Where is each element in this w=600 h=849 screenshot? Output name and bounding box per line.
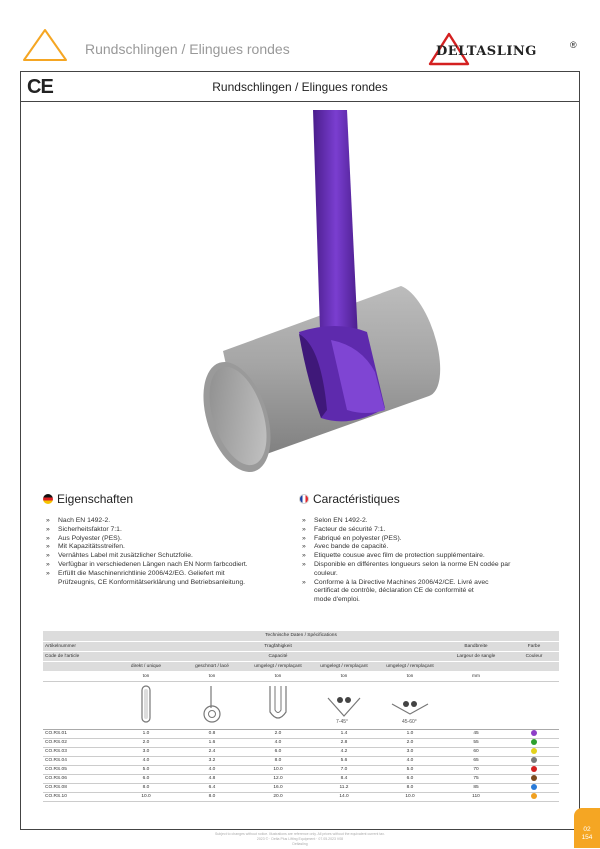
features-list-fr: [299, 517, 561, 605]
article-code: CO.RS.04: [43, 756, 113, 765]
basket-angle-60-icon: [388, 684, 432, 724]
color-dot-icon: [531, 784, 537, 790]
list-item: » Etiquette cousue avec film de protection supplémentaire.: [299, 552, 561, 561]
table-cell: 1.0: [113, 729, 179, 738]
list-item: » Fabriqué en polyester (PES).: [299, 535, 561, 544]
color-dot-icon: [531, 775, 537, 781]
ce-mark: CE: [27, 76, 53, 98]
table-cell: 14.0: [311, 792, 377, 801]
article-code: CO.RS.03: [43, 747, 113, 756]
table-cell: 5.0: [377, 765, 443, 774]
footer-line: Deltasling: [292, 842, 308, 846]
color-cell: [509, 765, 559, 774]
color-dot-icon: [531, 748, 537, 754]
table-cell: 5.0: [113, 765, 179, 774]
features-heading-de: [43, 492, 133, 506]
color-dot-icon: [531, 766, 537, 772]
basket-lift-icon: [266, 684, 290, 724]
article-header-de: Artikelnummer: [43, 641, 113, 651]
color-dot-icon: [531, 793, 537, 799]
table-cell: 3.0: [377, 747, 443, 756]
table-row: [43, 747, 559, 756]
table-cell: 12.0: [245, 774, 311, 783]
mode-header: geschnürt / lacé: [179, 661, 245, 671]
brand-logo: [428, 32, 580, 66]
table-cell: 10.0: [245, 765, 311, 774]
features-heading-fr-text: Caractéristiques: [313, 492, 400, 506]
table-row: [43, 765, 559, 774]
color-cell: [509, 783, 559, 792]
table-cell: 3.2: [179, 756, 245, 765]
table-cell: 20.0: [245, 792, 311, 801]
table-cell: 85: [443, 783, 509, 792]
table-cell: 8.0: [179, 792, 245, 801]
table-cell: 4.8: [179, 774, 245, 783]
table-cell: 10.0: [377, 792, 443, 801]
table-cell: 8.4: [311, 774, 377, 783]
table-cell: 110: [443, 792, 509, 801]
color-cell: [509, 774, 559, 783]
article-header-fr: Code de l'article: [43, 651, 113, 661]
chapter-number: 02: [583, 826, 591, 833]
table-cell: 6.0: [245, 747, 311, 756]
table-cell: 4.0: [113, 756, 179, 765]
color-header-de: Farbe: [509, 641, 559, 651]
page-header: [0, 0, 600, 70]
table-row: [43, 756, 559, 765]
list-item: » Facteur de sécurité 7:1.: [299, 526, 561, 535]
color-cell: [509, 756, 559, 765]
color-dot-icon: [531, 730, 537, 736]
basket-angle-45-icon: [322, 684, 366, 724]
direct-lift-icon: [139, 684, 153, 724]
spec-title: Technische Daten / Spécifications: [43, 631, 559, 641]
table-cell: 10.0: [113, 792, 179, 801]
color-cell: [509, 729, 559, 738]
table-cell: 6.0: [377, 774, 443, 783]
list-item: » Verfügbar in verschiedenen Längen nach EN Norm farbcodiert.: [43, 561, 303, 570]
table-cell: 6.0: [113, 774, 179, 783]
table-cell: 60: [443, 747, 509, 756]
list-item: » Nach EN 1492-2.: [43, 517, 303, 526]
table-cell: 75: [443, 774, 509, 783]
table-cell: 2.0: [377, 738, 443, 747]
table-cell: 2.4: [179, 747, 245, 756]
table-cell: 7.0: [311, 765, 377, 774]
list-item-continued: certificat de contrôle, déclaration CE de conformité et: [314, 587, 474, 595]
color-dot-icon: [531, 757, 537, 763]
mode-header: umgelegt / remplaçant: [245, 661, 311, 671]
table-row: [43, 783, 559, 792]
product-photo: [171, 110, 451, 472]
table-cell: 8.0: [245, 756, 311, 765]
list-item-continued: Prüfzeugnis, CE Konformitätserklärung und Betriebsanleitung.: [58, 578, 246, 586]
list-item: » Disponible en différentes longueurs selon la norme EN codée par: [299, 561, 561, 570]
article-code: CO.RS.02: [43, 738, 113, 747]
logo-registered-mark: ®: [570, 40, 577, 50]
features-heading-fr: [299, 492, 400, 506]
unit-ton: ton: [245, 671, 311, 681]
table-row: [43, 729, 559, 738]
list-item: » Avec bande de capacité.: [299, 543, 561, 552]
unit-ton: ton: [377, 671, 443, 681]
list-item: » Aus Polyester (PES).: [43, 535, 303, 544]
table-cell: 11.2: [311, 783, 377, 792]
article-code: CO.RS.06: [43, 774, 113, 783]
french-flag-icon: [299, 494, 309, 504]
table-cell: 5.6: [311, 756, 377, 765]
page-number: 154: [581, 834, 593, 841]
table-cell: 45: [443, 729, 509, 738]
table-cell: 3.0: [113, 747, 179, 756]
table-cell: 4.0: [179, 765, 245, 774]
mode-header: direkt / unique: [113, 661, 179, 671]
german-flag-icon: [43, 494, 53, 504]
header-title: Rundschlingen / Elingues rondes: [85, 41, 290, 57]
list-item: » Sicherheitsfaktor 7:1.: [43, 526, 303, 535]
table-cell: 0.8: [179, 729, 245, 738]
list-item: » Erfüllt die Maschinenrichtlinie 2006/42/EG. Geliefert mit: [43, 570, 303, 579]
width-header-de: Bandbreite: [443, 641, 509, 651]
capacity-header-de: Tragfähigkeit: [113, 641, 443, 651]
article-code: CO.RS.05: [43, 765, 113, 774]
article-code: CO.RS.08: [43, 783, 113, 792]
unit-ton: ton: [179, 671, 245, 681]
unit-mm: mm: [443, 671, 509, 681]
color-cell: [509, 747, 559, 756]
table-row: [43, 774, 559, 783]
list-item: » Mit Kapazitätsstreifen.: [43, 543, 303, 552]
warning-triangle-icon: [22, 28, 68, 62]
unit-ton: ton: [113, 671, 179, 681]
table-cell: 55: [443, 738, 509, 747]
mode-header: umgelegt / remplaçant: [377, 661, 443, 671]
list-item: » Conforme à la Directive Machines 2006/42/CE. Livré avec: [299, 579, 561, 588]
table-cell: 4.2: [311, 747, 377, 756]
spec-rows: [43, 729, 559, 801]
content-frame: [20, 71, 580, 830]
list-item: » Selon EN 1492-2.: [299, 517, 561, 526]
page-footer: [0, 832, 600, 847]
table-cell: 1.6: [179, 738, 245, 747]
width-header-fr: Largeur de sangle: [443, 651, 509, 661]
spec-table: [43, 631, 559, 802]
capacity-header-fr: Capacité: [113, 651, 443, 661]
table-cell: 4.0: [245, 738, 311, 747]
footer-line: Subject to changes without notice. Illustrations are reference only. All prices without the equivalent current tax.: [215, 832, 385, 836]
color-cell: [509, 792, 559, 801]
page-tab: [574, 808, 600, 848]
list-item-continued: mode d'emploi.: [314, 596, 360, 604]
table-row: [43, 792, 559, 801]
angle-label: 45-60°: [402, 719, 417, 724]
table-cell: 2.8: [311, 738, 377, 747]
unit-ton: ton: [311, 671, 377, 681]
article-code: CO.RS.01: [43, 729, 113, 738]
list-item: » Vernähtes Label mit zusätzlicher Schutzfolie.: [43, 552, 303, 561]
table-cell: 2.0: [113, 738, 179, 747]
table-cell: 65: [443, 756, 509, 765]
choke-lift-icon: [199, 684, 225, 724]
mode-header: umgelegt / remplaçant: [311, 661, 377, 671]
table-cell: 70: [443, 765, 509, 774]
table-cell: 1.4: [311, 729, 377, 738]
logo-text: DELTASLING: [436, 44, 537, 59]
table-row: [43, 738, 559, 747]
table-cell: 4.0: [377, 756, 443, 765]
article-code: CO.RS.10: [43, 792, 113, 801]
table-cell: 2.0: [245, 729, 311, 738]
color-header-fr: Couleur: [509, 651, 559, 661]
features-heading-de-text: Eigenschaften: [57, 492, 134, 506]
frame-title: Rundschlingen / Elingues rondes: [212, 80, 388, 94]
table-cell: 8.0: [113, 783, 179, 792]
features-list-de: [43, 517, 303, 587]
table-cell: 1.0: [377, 729, 443, 738]
table-cell: 6.4: [179, 783, 245, 792]
color-cell: [509, 738, 559, 747]
footer-line: 2023 © · Delta Plus Lifting Equipment · 07.05.2023 V08: [256, 837, 344, 841]
list-item-continued: couleur.: [314, 569, 338, 577]
table-cell: 8.0: [377, 783, 443, 792]
title-bar: [21, 72, 579, 102]
table-cell: 16.0: [245, 783, 311, 792]
angle-label: 7-45°: [336, 719, 349, 724]
color-dot-icon: [531, 739, 537, 745]
